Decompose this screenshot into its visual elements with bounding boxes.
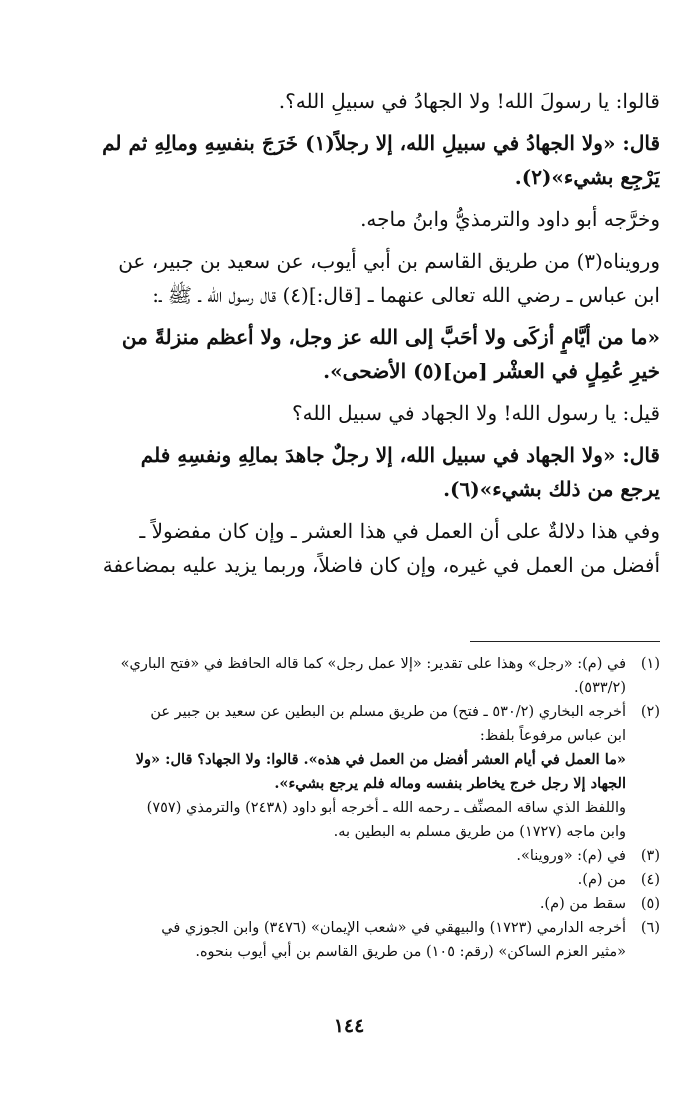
footnote-quote: «ما العمل في أيام العشر أفضل من العمل في هذه». قالوا: ولا الجهاد؟ قال: «ولا <box>135 751 626 768</box>
footnote-text: واللفظ الذي ساقه المصنِّف ـ رحمه الله ـ أخرجه أبو داود (٢٤٣٨) والترمذي (٧٥٧) <box>146 800 626 816</box>
footnote-1 <box>38 652 660 700</box>
footnote-text: من (م). <box>577 872 626 888</box>
footnote-text: وابن ماجه (١٧٢٧) من طريق مسلم به البطين به. <box>333 824 626 840</box>
footnote-2 <box>38 700 660 844</box>
question-line-1: قالوا: يا رسولَ الله! ولا الجهادُ في سبيلِ الله؟. <box>278 89 660 113</box>
hadith-answer-line-1: قال: «ولا الجهادُ في سبيلِ الله، إلا رجلاً(١) خَرَجَ بنفسِهِ ومالِهِ ثم لم <box>102 131 660 155</box>
footnote-text: سقط من (م). <box>539 896 626 912</box>
footnote-6 <box>38 916 660 964</box>
footnote-number: (٦) <box>640 920 660 936</box>
footnote-number: (٣) <box>640 848 660 864</box>
footnote-separator <box>470 641 660 642</box>
main-text <box>38 84 660 582</box>
footnote-number: (٥) <box>640 896 660 912</box>
footnote-text: ابن عباس مرفوعاً بلفظ: <box>479 728 626 744</box>
footnote-number: (٤) <box>640 872 660 888</box>
footnote-text: في (م): «وروينا». <box>516 848 626 864</box>
footnote-text: (٥٣٣/٢). <box>574 680 626 696</box>
takhrij-line: وخرَّجه أبو داود والترمذيُّ وابنُ ماجه. <box>360 207 660 231</box>
footnote-text: أخرجه البخاري (٥٣٠/٢ ـ فتح) من طريق مسلم بن البطين عن سعيد بن جبير عن <box>150 704 626 720</box>
footnote-number: (١) <box>640 656 660 672</box>
footnotes <box>38 652 660 964</box>
footnote-5 <box>38 892 660 916</box>
footnote-text: «مثير العزم الساكن» (رقم: ١٠٥) من طريق القاسم بن أبي أيوب بنحوه. <box>195 944 626 960</box>
isnad-line-1: ورويناه(٣) من طريق القاسم بن أبي أيوب، عن سعيد بن جبير، عن <box>118 249 660 273</box>
hadith-answer-line-2: يَرْجِع بشيء»(٢). <box>514 165 660 189</box>
hadith-answer2-line-2: يرجع من ذلك بشيء»(٦). <box>443 477 660 501</box>
hadith-text-line-1: «ما من أيَّامٍ أزكَى ولا أحَبَّ إلى الله عز وجل، ولا أعظم منزلةً من <box>121 325 660 349</box>
footnote-text: أخرجه الدارمي (١٧٢٣) والبيهقي في «شعب الإيمان» (٣٤٧٦) وابن الجوزي في <box>161 920 626 936</box>
commentary-line-2: أفضل من العمل في غيره، وإن كان فاضلاً، وربما يزيد عليه بمضاعفة <box>102 553 660 577</box>
footnote-4 <box>38 868 660 892</box>
isnad-line-2: ابن عباس ـ رضي الله تعالى عنهما ـ [قال:](٤) قال رسول الله ـ ﷺ ـ: <box>152 283 660 307</box>
footnote-quote: الجهاد إلا رجل خرج يخاطر بنفسه وماله فلم يرجع بشيء». <box>274 775 626 792</box>
hadith-answer2-line-1: قال: «ولا الجهاد في سبيل الله، إلا رجلٌ جاهدَ بمالِهِ ونفسِهِ فلم <box>140 443 660 467</box>
hadith-text-line-2: خيرِ عُمِلٍ في العشْر [من](٥) الأضحى». <box>323 359 660 383</box>
question-line-2: قيل: يا رسول الله! ولا الجهاد في سبيل الله؟ <box>292 401 660 425</box>
footnote-3 <box>38 844 660 868</box>
page-number: ١٤٤ <box>333 1015 365 1037</box>
footnote-text: في (م): «رجل» وهذا على تقدير: «إلا عمل رجل» كما قاله الحافظ في «فتح الباري» <box>120 656 626 672</box>
commentary-line-1: وفي هذا دلالةٌ على أن العمل في هذا العشر ـ وإن كان مفضولاً ـ <box>139 519 660 543</box>
footnote-number: (٢) <box>640 704 660 720</box>
